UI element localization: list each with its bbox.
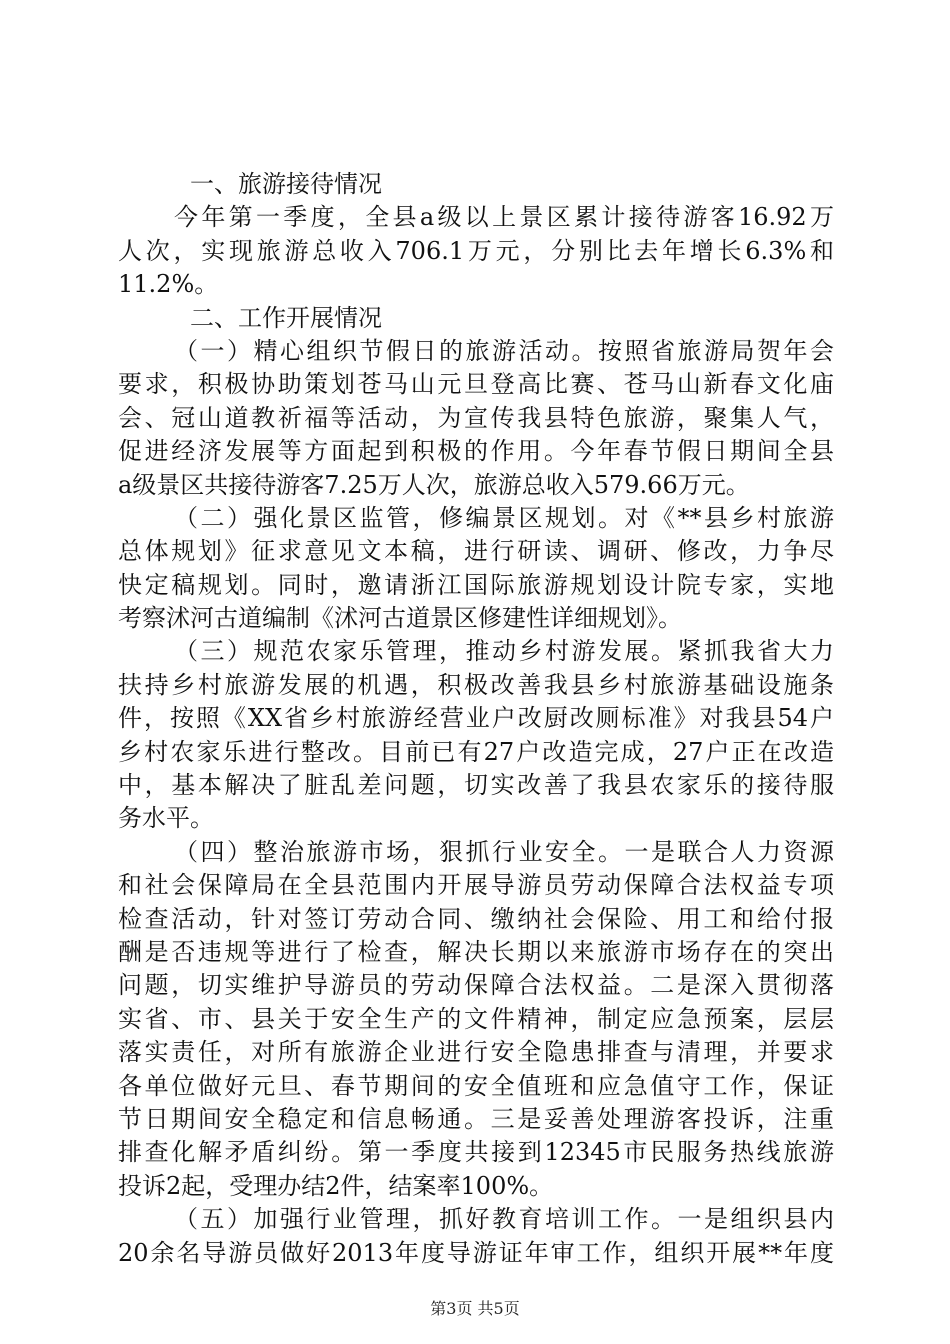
paragraph-line: 投诉2起，受理办结2件，结案率100%。 bbox=[118, 1171, 554, 1200]
paragraph-line: 问题，切实维护导游员的劳动保障合法权益。二是深入贯彻落 bbox=[118, 971, 834, 1000]
paragraph-line: （二）强化景区监管，修编景区规划。对《**县乡村旅游 bbox=[174, 503, 834, 532]
section-heading: 一、旅游接待情况 bbox=[190, 170, 382, 198]
paragraph-line: 扶持乡村旅游发展的机遇，积极改善我县乡村旅游基础设施条 bbox=[118, 670, 834, 699]
paragraph-line: 会、冠山道教祈福等活动，为宣传我县特色旅游，聚集人气， bbox=[118, 403, 834, 432]
paragraph-line: 快定稿规划。同时，邀请浙江国际旅游规划设计院专家，实地 bbox=[118, 570, 834, 599]
paragraph-line: 今年第一季度，全县a级以上景区累计接待游客16.92万 bbox=[174, 203, 834, 232]
paragraph-line: 促进经济发展等方面起到积极的作用。今年春节假日期间全县 bbox=[118, 437, 834, 466]
paragraph-line: 酬是否违规等进行了检查，解决长期以来旅游市场存在的突出 bbox=[118, 937, 834, 966]
paragraph-line: 务水平。 bbox=[118, 804, 214, 833]
paragraph-line: （一）精心组织节假日的旅游活动。按照省旅游局贺年会 bbox=[174, 336, 834, 365]
paragraph-line: 落实责任，对所有旅游企业进行安全隐患排查与清理，并要求 bbox=[118, 1038, 834, 1067]
paragraph-line: 和社会保障局在全县范围内开展导游员劳动保障合法权益专项 bbox=[118, 871, 834, 900]
paragraph-line: 排查化解矛盾纠纷。第一季度共接到12345市民服务热线旅游 bbox=[118, 1138, 834, 1167]
paragraph-line: a级景区共接待游客7.25万人次，旅游总收入579.66万元。 bbox=[118, 470, 750, 499]
paragraph-line: 要求，积极协助策划苍马山元旦登高比赛、苍马山新春文化庙 bbox=[118, 370, 834, 399]
paragraph-line: 实省、市、县关于安全生产的文件精神，制定应急预案，层层 bbox=[118, 1004, 834, 1033]
paragraph-line: 乡村农家乐进行整改。目前已有27户改造完成，27户正在改造 bbox=[118, 737, 834, 766]
paragraph-line: 20余名导游员做好2013年度导游证年审工作，组织开展**年度 bbox=[118, 1238, 834, 1267]
section-heading: 二、工作开展情况 bbox=[190, 303, 382, 332]
paragraph-line: （五）加强行业管理，抓好教育培训工作。一是组织县内 bbox=[174, 1205, 834, 1234]
paragraph-line: 检查活动，针对签订劳动合同、缴纳社会保险、用工和给付报 bbox=[118, 904, 834, 933]
paragraph-line: 中，基本解决了脏乱差问题，切实改善了我县农家乐的接待服 bbox=[118, 771, 834, 800]
paragraph-line: 各单位做好元旦、春节期间的安全值班和应急值守工作，保证 bbox=[118, 1071, 834, 1100]
paragraph-line: （四）整治旅游市场，狠抓行业安全。一是联合人力资源 bbox=[174, 837, 834, 866]
paragraph-line: 件，按照《XX省乡村旅游经营业户改厨改厕标准》对我县54户 bbox=[118, 704, 834, 733]
document-body bbox=[118, 168, 834, 1270]
paragraph-line: 11.2%。 bbox=[118, 270, 219, 299]
paragraph-line: （三）规范农家乐管理，推动乡村游发展。紧抓我省大力 bbox=[174, 637, 834, 666]
paragraph-line: 节日期间安全稳定和信息畅通。三是妥善处理游客投诉，注重 bbox=[118, 1104, 834, 1133]
paragraph-line: 考察沭河古道编制《沭河古道景区修建性详细规划》。 bbox=[118, 604, 682, 633]
page-footer: 第3页 共5页 bbox=[430, 1299, 520, 1318]
paragraph-line: 人次，实现旅游总收入706.1万元，分别比去年增长6.3%和 bbox=[118, 236, 834, 265]
paragraph-line: 总体规划》征求意见文本稿，进行研读、调研、修改，力争尽 bbox=[118, 537, 834, 566]
